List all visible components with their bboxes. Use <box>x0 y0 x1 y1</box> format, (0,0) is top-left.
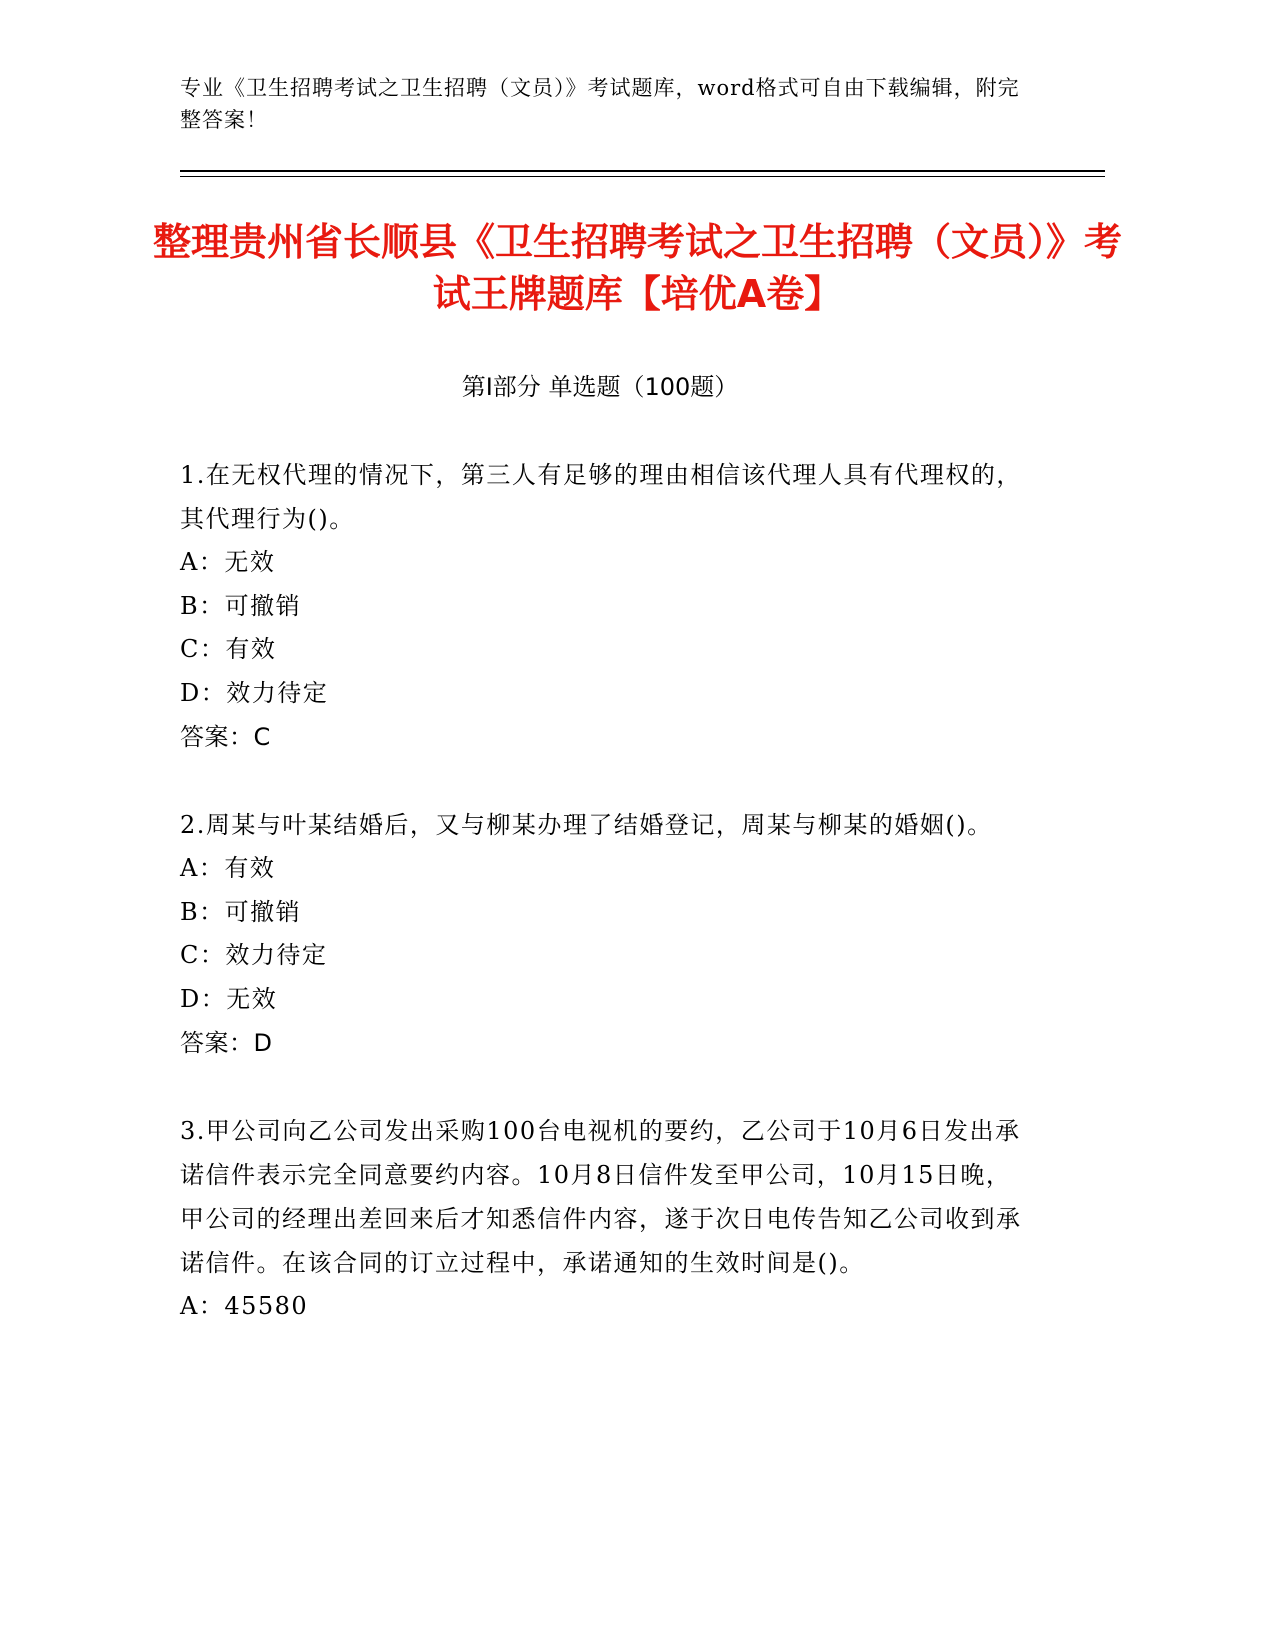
section-heading: 第Ⅰ部分 单选题（100题） <box>461 373 739 401</box>
answer: 答案：D <box>180 1029 273 1057</box>
question-list <box>180 453 1030 1373</box>
option-d: D：无效 <box>180 984 278 1013</box>
option-b: B：可撤销 <box>180 897 302 926</box>
question-3 <box>180 1109 1030 1329</box>
option-a: A：无效 <box>180 548 276 576</box>
question-stem: 1.在无权代理的情况下，第三人有足够的理由相信该代理人具有代理权的，其代理行为()。 <box>180 461 1022 533</box>
option-c: C：有效 <box>180 635 277 663</box>
question-stem: 2.周某与叶某结婚后，又与柳某办理了结婚登记，周某与柳某的婚姻()。 <box>180 811 993 839</box>
question-2 <box>180 803 1030 1065</box>
document-title: 整理贵州省长顺县《卫生招聘考试之卫生招聘（文员）》考试王牌题库【培优A卷】 <box>152 220 1122 316</box>
header-note: 专业《卫生招聘考试之卫生招聘（文员）》考试题库，word格式可自由下载编辑，附完整答案！ <box>180 76 1020 132</box>
question-1 <box>180 453 1030 759</box>
option-a: A：45580 <box>180 1292 309 1320</box>
option-c: C：效力待定 <box>180 941 328 969</box>
header-rule-thick <box>180 170 1105 172</box>
header-rule-thin <box>180 176 1105 177</box>
option-a: A：有效 <box>180 854 276 882</box>
option-d: D：效力待定 <box>180 678 329 707</box>
option-b: B：可撤销 <box>180 591 302 620</box>
answer: 答案：C <box>180 723 271 751</box>
question-stem: 3.甲公司向乙公司发出采购100台电视机的要约，乙公司于10月6日发出承诺信件表示完全同意要约内容。10月8日信件发至甲公司，10月15日晚，甲公司的经理出差回来后才知悉信件内容，遂于次日电传告知乙公司收到承诺信件。在该合同的订立过程中，承诺通知的生效时间是()。 <box>180 1117 1022 1277</box>
